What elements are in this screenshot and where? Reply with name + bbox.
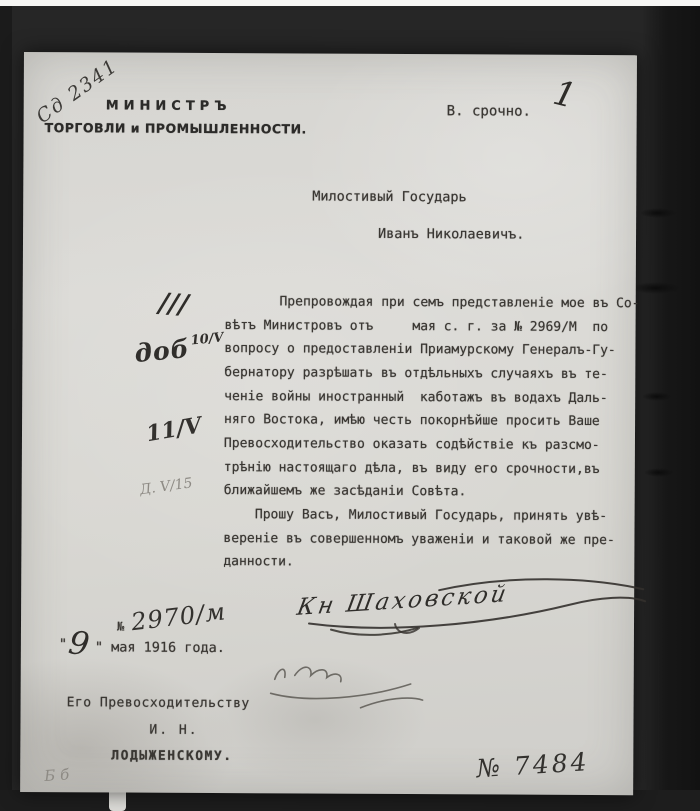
- pencil-mark-bottom-left: Б б: [43, 765, 70, 785]
- body-line: Прошу Васъ, Милостивый Государь, принять увѣ-: [223, 507, 608, 525]
- recipient-line-3: ЛОДЫЖЕНСКОМУ.: [111, 748, 233, 765]
- background-smudge: [644, 468, 674, 477]
- photo-edge-strip: [0, 0, 700, 6]
- margin-mark-dob-word: доб: [133, 333, 191, 369]
- page-number-handwritten: 1: [549, 72, 581, 117]
- body-line: бернатору разрѣшать въ отдѣльныхъ случаяхъ въ те-: [224, 365, 608, 383]
- urgency-note: В. срочно.: [446, 103, 532, 120]
- margin-mark-dob-fraction: 10/V: [190, 330, 225, 349]
- document-paper: [20, 52, 640, 795]
- body-line: вереніе въ совершенномъ уваженіи и таковой же пре-: [223, 531, 615, 549]
- body-line: няго Востока, имѣю честь покорнѣйше просить Ваше: [224, 412, 600, 430]
- recipient-line-2: И. Н.: [149, 722, 199, 738]
- background-smudge: [632, 282, 680, 294]
- signature-block: [279, 571, 649, 639]
- date-day-handwritten: 9: [66, 623, 92, 664]
- reference-number-symbol: №: [116, 619, 125, 634]
- body-line: трѣнію настоящаго дѣла, въ виду его срочности,въ: [223, 460, 600, 478]
- date-open-quote: ": [58, 636, 68, 653]
- signature-text: Кн Шаховской: [294, 580, 512, 622]
- body-line: Препровождая при семъ представленіе мое въ Со-: [224, 294, 640, 312]
- photo-clip-tab: [109, 792, 126, 811]
- salutation-line-2: Иванъ Николаевичъ.: [378, 225, 525, 243]
- body-line: вопросу о предоставленіи Приамурскому Генералъ-Гу-: [224, 341, 616, 359]
- margin-mark-slashes: ///: [157, 287, 190, 321]
- registry-number-handwritten: № 7484: [475, 747, 591, 784]
- recipient-line-1: Его Превосходительству: [66, 695, 250, 712]
- background-smudge: [640, 208, 676, 218]
- body-line: данности.: [223, 554, 294, 570]
- body-line: ченіе войны иностранный каботажъ въ водахъ Даль-: [224, 389, 608, 407]
- archival-mark-handwritten: Сд 2341: [32, 54, 123, 128]
- body-line: ближайшемъ же засѣданіи Совѣта.: [223, 483, 467, 500]
- photo-left-shadow: [0, 6, 12, 811]
- margin-mark-pencil: Д. V/15: [138, 475, 194, 499]
- margin-mark-date: 11/V: [144, 412, 204, 448]
- background-smudge: [642, 392, 672, 401]
- margin-mark-dob: [133, 331, 224, 369]
- reference-number-handwritten: 2970/м: [129, 597, 228, 637]
- date-text: " мая 1916 года.: [94, 639, 225, 657]
- photo-right-shadow: [642, 6, 700, 811]
- letterhead-subtitle: ТОРГОВЛИ и ПРОМЫШЛЕННОСТИ.: [44, 120, 307, 137]
- letterhead-title: МИНИСТРЪ: [105, 98, 232, 115]
- handwritten-scribble: [265, 655, 425, 714]
- body-line: Превосходительство оказать содѣйствіе къ разсмо-: [223, 436, 600, 454]
- body-line: вѣтъ Министровъ отъ мая с. г. за № 2969/М по: [224, 318, 609, 336]
- salutation-line-1: Милостивый Государь: [312, 188, 467, 206]
